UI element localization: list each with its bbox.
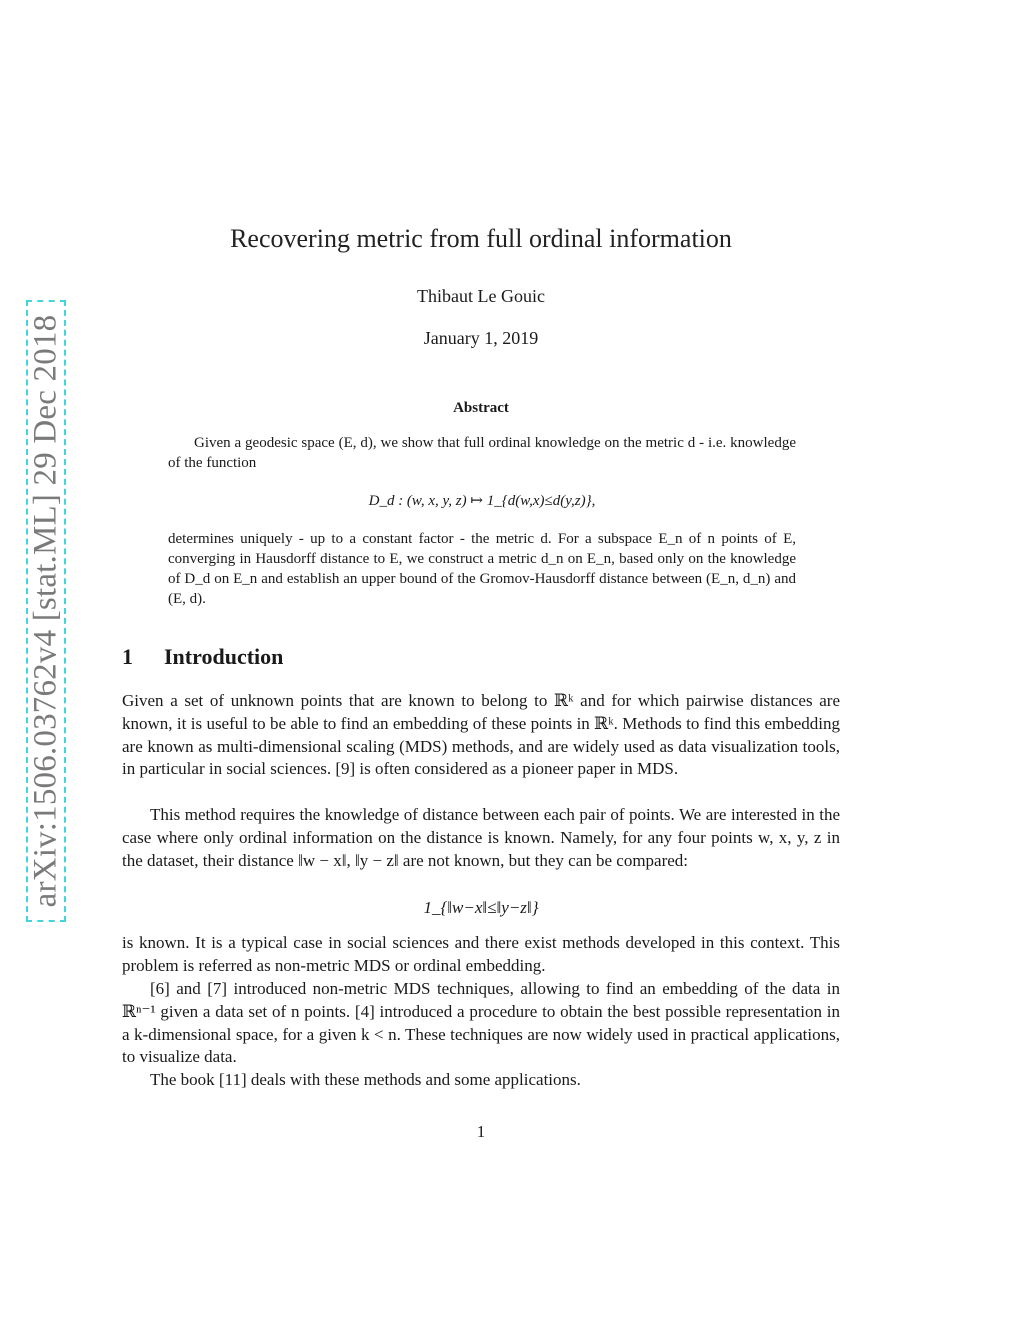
page-number: 1 [476, 1122, 486, 1141]
body-paragraph-3: is known. It is a typical case in social sciences and there exist methods developed in this context. This problem is referred as non-metric MDS or ordinal embedding. [122, 933, 840, 975]
arxiv-stamp-text: arXiv:1506.03762v4 [stat.ML] 29 Dec 2018 [27, 314, 64, 908]
abstract-paragraph-2: determines uniquely - up to a constant factor - the metric d. For a subspace E_n of n points of E, converging in Hausdorff distance to E, we construct a metric d_n on E_n, based only on the knowledge of D_d on E_n and establish an upper bound of the Gromov-Hausdorff distance between (E_n, d_n) and (E, d). [168, 531, 796, 607]
section-heading [122, 644, 283, 670]
body-paragraph-2: This method requires the knowledge of distance between each pair of points. We are interested in the case where only ordinal information on the distance is known. Namely, for any four points w, x, y, z in the dataset, their distance ‖w − x‖, ‖y − z‖ are not known, but they can be compared: [122, 805, 840, 870]
paper-title: Recovering metric from full ordinal information [230, 224, 732, 253]
body-equation: 1_{‖w−x‖≤‖y−z‖} [423, 898, 539, 917]
section-title: Introduction [164, 644, 284, 669]
date: January 1, 2019 [423, 328, 539, 348]
abstract-heading: Abstract [453, 400, 509, 416]
body-paragraph-1: Given a set of unknown points that are known to belong to ℝᵏ and for which pairwise distances are known, it is useful to be able to find an embedding of these points in ℝᵏ. Methods to find this embedding are known as multi-dimensional scaling (MDS) methods, and are widely used as data visualization tools, in particular in social sciences. [9] is often considered as a pioneer paper in MDS. [122, 691, 840, 779]
arxiv-stamp [26, 300, 66, 922]
body-paragraph-5: The book [11] deals with these methods and some applications. [150, 1070, 581, 1089]
author: Thibaut Le Gouic [417, 286, 545, 306]
body-paragraph-4: [6] and [7] introduced non-metric MDS techniques, allowing to find an embedding of the data in ℝⁿ⁻¹ given a data set of n points. [4] introduced a procedure to obtain the best possible representation in a k-dimensional space, for a given k < n. These techniques are now widely used in practical applications, to visualize data. [122, 979, 840, 1067]
abstract-equation: D_d : (w, x, y, z) ↦ 1_{d(w,x)≤d(y,z)}, [368, 493, 596, 509]
abstract-paragraph-1: Given a geodesic space (E, d), we show that full ordinal knowledge on the metric d - i.e. knowledge of the function [168, 435, 796, 471]
section-number: 1 [122, 644, 133, 669]
